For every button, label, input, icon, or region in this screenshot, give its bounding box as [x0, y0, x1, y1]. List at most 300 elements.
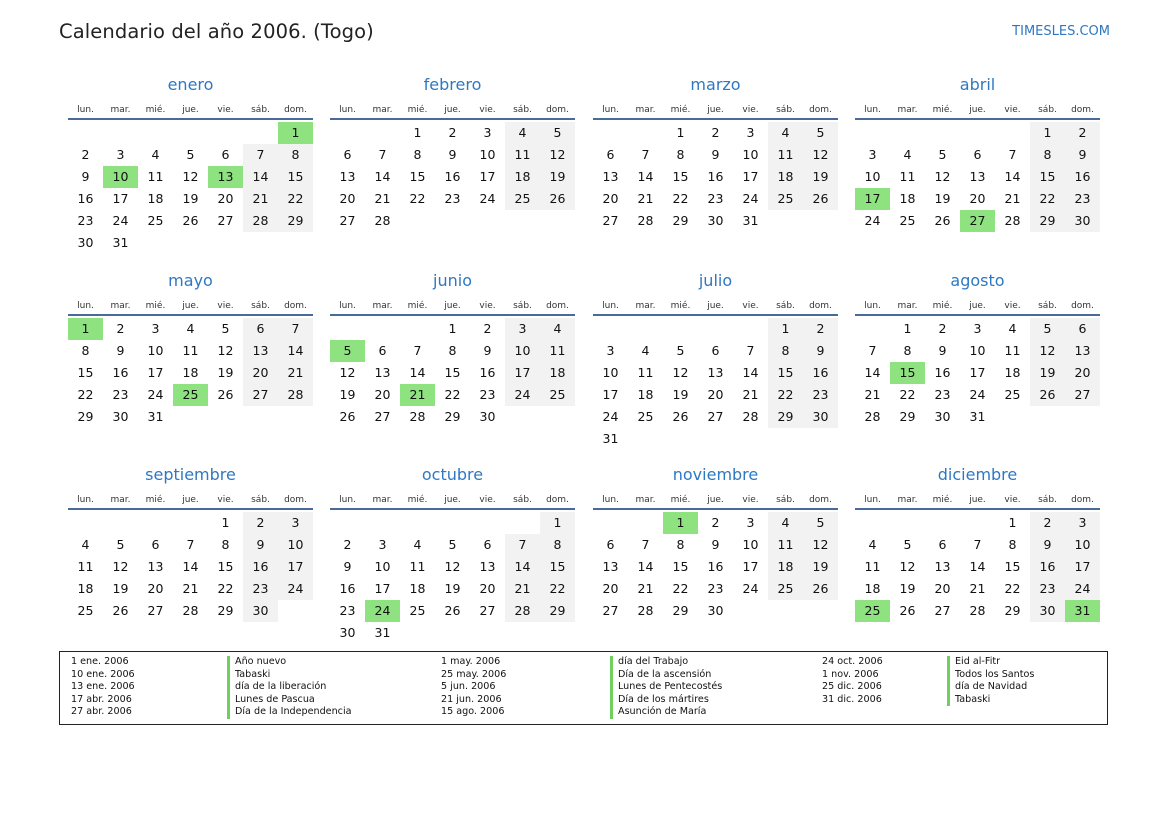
day-cell: 15	[278, 166, 313, 188]
day-cell: 22	[1004, 581, 1021, 596]
day-cell: 27	[217, 213, 234, 228]
holiday-date: 1 nov. 2006	[822, 668, 879, 680]
holiday-name: Lunes de Pentecostés	[610, 681, 722, 694]
day-cell: 29	[768, 406, 803, 428]
day-cell: 11	[768, 534, 803, 556]
month-name: diciembre	[937, 465, 1018, 484]
day-cell: 4	[903, 147, 912, 162]
day-cell: 2	[81, 147, 90, 162]
month-divider	[593, 118, 838, 120]
day-cell: 22	[278, 188, 313, 210]
day-cell: 29	[540, 600, 575, 622]
day-cell: 22	[444, 387, 461, 402]
day-cell: 3	[746, 515, 755, 530]
holiday-date: 15 ago. 2006	[441, 706, 505, 718]
weekday-header: dom.	[1071, 105, 1094, 115]
weekday-header: lun.	[864, 495, 881, 505]
day-cell: 14	[374, 169, 391, 184]
day-cell: 4	[413, 537, 422, 552]
day-cell: 24	[505, 384, 540, 406]
holiday-day-cell: 27	[960, 210, 995, 232]
holiday-day-cell: 13	[208, 166, 243, 188]
holiday-date: 25 may. 2006	[441, 668, 507, 680]
day-cell: 10	[374, 559, 391, 574]
day-cell: 30	[1030, 600, 1065, 622]
holiday-name: Tabaski	[227, 669, 351, 682]
holiday-names-column	[947, 656, 1034, 706]
day-cell: 10	[602, 365, 619, 380]
weekday-header: jue.	[182, 105, 199, 115]
day-cell: 25	[637, 409, 654, 424]
day-cell: 6	[343, 147, 352, 162]
weekday-header: jue.	[182, 495, 199, 505]
day-cell: 11	[182, 343, 199, 358]
day-cell: 6	[483, 537, 492, 552]
day-cell: 21	[505, 578, 540, 600]
day-cell: 8	[221, 537, 230, 552]
day-cell: 19	[899, 581, 916, 596]
day-cell: 1	[448, 321, 457, 336]
day-cell: 2	[1030, 512, 1065, 534]
holiday-name: Día de la Independencia	[227, 706, 351, 719]
day-cell: 14	[278, 340, 313, 362]
weekday-header: mié.	[145, 301, 166, 311]
day-cell: 30	[934, 409, 951, 424]
weekday-header: sáb.	[1038, 301, 1057, 311]
month-name: agosto	[950, 271, 1005, 290]
day-cell: 21	[374, 191, 391, 206]
month-mayo	[68, 271, 313, 451]
day-cell: 12	[217, 343, 234, 358]
day-cell: 5	[803, 122, 838, 144]
day-cell: 18	[147, 191, 164, 206]
day-cell: 13	[707, 365, 724, 380]
day-cell: 22	[409, 191, 426, 206]
day-cell: 2	[483, 321, 492, 336]
day-cell: 17	[742, 559, 759, 574]
holiday-day-cell: 15	[890, 362, 925, 384]
day-cell: 30	[1065, 210, 1100, 232]
day-cell: 20	[217, 191, 234, 206]
weekday-header: mar.	[372, 105, 393, 115]
day-cell: 4	[540, 318, 575, 340]
weekday-header: mié.	[670, 105, 691, 115]
day-cell: 25	[505, 188, 540, 210]
weekday-header: vie.	[479, 301, 496, 311]
holiday-name: Día de los mártires	[610, 694, 722, 707]
day-cell: 24	[602, 409, 619, 424]
day-cell: 23	[1030, 578, 1065, 600]
day-cell: 30	[707, 603, 724, 618]
weekday-header: sáb.	[513, 301, 532, 311]
day-cell: 14	[182, 559, 199, 574]
day-cell: 5	[938, 147, 947, 162]
weekday-header: dom.	[1071, 301, 1094, 311]
day-cell: 4	[505, 122, 540, 144]
day-cell: 4	[1008, 321, 1017, 336]
month-septiembre	[68, 465, 313, 645]
weekday-header: vie.	[217, 495, 234, 505]
day-cell: 3	[278, 512, 313, 534]
day-cell: 6	[606, 537, 615, 552]
day-cell: 8	[768, 340, 803, 362]
day-cell: 4	[768, 122, 803, 144]
weekday-header: mar.	[110, 301, 131, 311]
day-cell: 15	[409, 169, 426, 184]
weekday-header: dom.	[284, 495, 307, 505]
weekday-header: dom.	[284, 301, 307, 311]
day-cell: 15	[672, 169, 689, 184]
weekday-header: jue.	[707, 301, 724, 311]
day-cell: 9	[243, 534, 278, 556]
day-cell: 27	[1065, 384, 1100, 406]
day-cell: 27	[243, 384, 278, 406]
holiday-dates-column	[822, 656, 883, 706]
holiday-legend	[59, 651, 1108, 725]
day-cell: 11	[77, 559, 94, 574]
holiday-name: día del Trabajo	[610, 656, 722, 669]
day-cell: 6	[938, 537, 947, 552]
day-cell: 27	[602, 213, 619, 228]
day-cell: 28	[864, 409, 881, 424]
day-cell: 16	[803, 362, 838, 384]
day-cell: 1	[1030, 122, 1065, 144]
month-octubre	[330, 465, 575, 645]
day-cell: 18	[182, 365, 199, 380]
day-cell: 17	[278, 556, 313, 578]
day-cell: 7	[641, 537, 650, 552]
day-cell: 9	[711, 147, 720, 162]
day-cell: 10	[505, 340, 540, 362]
day-cell: 13	[479, 559, 496, 574]
day-cell: 30	[112, 409, 129, 424]
weekday-header: jue.	[707, 495, 724, 505]
day-cell: 8	[81, 343, 90, 358]
day-cell: 26	[339, 409, 356, 424]
day-cell: 17	[969, 365, 986, 380]
weekday-header: lun.	[602, 105, 619, 115]
day-cell: 21	[864, 387, 881, 402]
day-cell: 17	[112, 191, 129, 206]
month-divider	[855, 314, 1100, 316]
day-cell: 8	[448, 343, 457, 358]
day-cell: 11	[864, 559, 881, 574]
day-cell: 3	[483, 125, 492, 140]
holiday-name: Todos los Santos	[947, 669, 1034, 682]
day-cell: 12	[803, 534, 838, 556]
day-cell: 26	[444, 603, 461, 618]
weekday-header: sáb.	[251, 105, 270, 115]
holiday-day-cell: 10	[103, 166, 138, 188]
holiday-date: 21 jun. 2006	[441, 693, 502, 705]
day-cell: 19	[540, 166, 575, 188]
day-cell: 12	[803, 144, 838, 166]
day-cell: 3	[868, 147, 877, 162]
day-cell: 16	[479, 365, 496, 380]
day-cell: 24	[1065, 578, 1100, 600]
holiday-date: 13 ene. 2006	[71, 681, 135, 693]
day-cell: 29	[1004, 603, 1021, 618]
day-cell: 12	[540, 144, 575, 166]
day-cell: 21	[742, 387, 759, 402]
day-cell: 28	[742, 409, 759, 424]
day-cell: 28	[409, 409, 426, 424]
day-cell: 28	[637, 213, 654, 228]
day-cell: 10	[742, 147, 759, 162]
weekday-header: dom.	[284, 105, 307, 115]
day-cell: 7	[186, 537, 195, 552]
day-cell: 25	[147, 213, 164, 228]
day-cell: 14	[243, 166, 278, 188]
month-name: noviembre	[672, 465, 759, 484]
day-cell: 13	[147, 559, 164, 574]
day-cell: 21	[969, 581, 986, 596]
day-cell: 23	[1065, 188, 1100, 210]
day-cell: 16	[1030, 556, 1065, 578]
day-cell: 4	[641, 343, 650, 358]
day-cell: 4	[81, 537, 90, 552]
holiday-day-cell: 21	[400, 384, 435, 406]
day-cell: 10	[969, 343, 986, 358]
day-cell: 11	[768, 144, 803, 166]
day-cell: 8	[1008, 537, 1017, 552]
weekday-header: lun.	[339, 495, 356, 505]
day-cell: 6	[221, 147, 230, 162]
day-cell: 2	[448, 125, 457, 140]
day-cell: 26	[540, 188, 575, 210]
month-agosto	[855, 271, 1100, 451]
day-cell: 6	[973, 147, 982, 162]
day-cell: 31	[742, 213, 759, 228]
month-julio	[593, 271, 838, 451]
weekday-header: lun.	[77, 105, 94, 115]
month-divider	[68, 118, 313, 120]
day-cell: 27	[374, 409, 391, 424]
weekday-header: lun.	[339, 301, 356, 311]
day-cell: 9	[938, 343, 947, 358]
day-cell: 22	[1030, 188, 1065, 210]
month-name: julio	[698, 271, 733, 290]
day-cell: 26	[182, 213, 199, 228]
holiday-name: día de la liberación	[227, 681, 351, 694]
day-cell: 5	[186, 147, 195, 162]
day-cell: 22	[768, 384, 803, 406]
day-cell: 3	[505, 318, 540, 340]
weekday-header: mar.	[897, 105, 918, 115]
day-cell: 12	[934, 169, 951, 184]
day-cell: 30	[77, 235, 94, 250]
day-cell: 15	[540, 556, 575, 578]
day-cell: 20	[1065, 362, 1100, 384]
day-cell: 20	[243, 362, 278, 384]
day-cell: 14	[505, 556, 540, 578]
weekday-header: vie.	[217, 105, 234, 115]
month-divider	[68, 314, 313, 316]
day-cell: 26	[803, 578, 838, 600]
day-cell: 3	[378, 537, 387, 552]
day-cell: 14	[969, 559, 986, 574]
day-cell: 1	[540, 512, 575, 534]
day-cell: 20	[602, 191, 619, 206]
day-cell: 28	[1004, 213, 1021, 228]
month-junio	[330, 271, 575, 451]
day-cell: 19	[112, 581, 129, 596]
day-cell: 10	[147, 343, 164, 358]
day-cell: 13	[1065, 340, 1100, 362]
day-cell: 9	[803, 340, 838, 362]
day-cell: 26	[934, 213, 951, 228]
day-cell: 19	[672, 387, 689, 402]
day-cell: 22	[540, 578, 575, 600]
day-cell: 4	[868, 537, 877, 552]
month-name: octubre	[421, 465, 484, 484]
day-cell: 13	[602, 559, 619, 574]
day-cell: 12	[899, 559, 916, 574]
weekday-header: vie.	[479, 495, 496, 505]
day-cell: 24	[278, 578, 313, 600]
day-cell: 10	[1065, 534, 1100, 556]
holiday-date: 5 jun. 2006	[441, 681, 496, 693]
day-cell: 2	[711, 515, 720, 530]
day-cell: 30	[707, 213, 724, 228]
day-cell: 15	[217, 559, 234, 574]
site-link[interactable]: TIMESLES.COM	[1012, 24, 1110, 39]
day-cell: 2	[803, 318, 838, 340]
weekday-header: dom.	[1071, 495, 1094, 505]
day-cell: 23	[707, 191, 724, 206]
day-cell: 16	[707, 559, 724, 574]
weekday-header: vie.	[742, 301, 759, 311]
month-divider	[855, 508, 1100, 510]
day-cell: 2	[711, 125, 720, 140]
day-cell: 19	[1030, 362, 1065, 384]
weekday-header: vie.	[1004, 105, 1021, 115]
day-cell: 2	[243, 512, 278, 534]
day-cell: 30	[803, 406, 838, 428]
weekday-header: mié.	[670, 495, 691, 505]
day-cell: 20	[969, 191, 986, 206]
day-cell: 31	[112, 235, 129, 250]
holiday-day-cell: 25	[855, 600, 890, 622]
day-cell: 11	[637, 365, 654, 380]
weekday-header: mar.	[372, 301, 393, 311]
weekday-header: mié.	[932, 301, 953, 311]
month-name: junio	[433, 271, 472, 290]
day-cell: 29	[217, 603, 234, 618]
day-cell: 3	[1065, 512, 1100, 534]
day-cell: 5	[803, 512, 838, 534]
day-cell: 22	[899, 387, 916, 402]
day-cell: 31	[147, 409, 164, 424]
day-cell: 14	[864, 365, 881, 380]
day-cell: 19	[339, 387, 356, 402]
day-cell: 1	[676, 125, 685, 140]
day-cell: 23	[112, 387, 129, 402]
day-cell: 25	[1004, 387, 1021, 402]
weekday-header: jue.	[969, 301, 986, 311]
weekday-header: dom.	[809, 301, 832, 311]
day-cell: 17	[505, 362, 540, 384]
day-cell: 7	[243, 144, 278, 166]
day-cell: 7	[746, 343, 755, 358]
day-cell: 16	[339, 581, 356, 596]
weekday-header: vie.	[217, 301, 234, 311]
weekday-header: dom.	[809, 495, 832, 505]
day-cell: 6	[151, 537, 160, 552]
day-cell: 29	[1030, 210, 1065, 232]
day-cell: 22	[77, 387, 94, 402]
day-cell: 16	[243, 556, 278, 578]
holiday-date: 1 may. 2006	[441, 656, 501, 667]
day-cell: 23	[77, 213, 94, 228]
day-cell: 19	[803, 166, 838, 188]
day-cell: 8	[540, 534, 575, 556]
day-cell: 28	[243, 210, 278, 232]
weekday-header: sáb.	[1038, 495, 1057, 505]
day-cell: 13	[339, 169, 356, 184]
day-cell: 25	[540, 384, 575, 406]
holiday-day-cell: 17	[855, 188, 890, 210]
day-cell: 5	[448, 537, 457, 552]
day-cell: 6	[378, 343, 387, 358]
weekday-header: dom.	[546, 301, 569, 311]
day-cell: 21	[1004, 191, 1021, 206]
day-cell: 7	[413, 343, 422, 358]
weekday-header: sáb.	[776, 105, 795, 115]
holiday-name: Asunción de María	[610, 706, 722, 719]
day-cell: 6	[711, 343, 720, 358]
day-cell: 9	[448, 147, 457, 162]
day-cell: 11	[505, 144, 540, 166]
day-cell: 7	[278, 318, 313, 340]
day-cell: 15	[1004, 559, 1021, 574]
day-cell: 14	[409, 365, 426, 380]
day-cell: 8	[1030, 144, 1065, 166]
month-name: enero	[167, 75, 214, 94]
month-marzo	[593, 75, 838, 255]
weekday-header: jue.	[444, 301, 461, 311]
day-cell: 20	[934, 581, 951, 596]
holiday-date: 25 dic. 2006	[822, 681, 882, 693]
weekday-header: mar.	[897, 495, 918, 505]
holiday-name: Día de la ascensión	[610, 669, 722, 682]
day-cell: 3	[116, 147, 125, 162]
month-enero	[68, 75, 313, 255]
day-cell: 2	[343, 537, 352, 552]
day-cell: 1	[1008, 515, 1017, 530]
day-cell: 6	[243, 318, 278, 340]
holiday-date: 17 abr. 2006	[71, 693, 132, 705]
weekday-header: dom.	[809, 105, 832, 115]
day-cell: 23	[934, 387, 951, 402]
day-cell: 22	[672, 191, 689, 206]
day-cell: 18	[540, 362, 575, 384]
weekday-header: lun.	[602, 495, 619, 505]
holiday-day-cell: 24	[365, 600, 400, 622]
day-cell: 18	[1004, 365, 1021, 380]
day-cell: 3	[151, 321, 160, 336]
day-cell: 10	[864, 169, 881, 184]
month-divider	[855, 118, 1100, 120]
day-cell: 16	[444, 169, 461, 184]
weekday-header: sáb.	[1038, 105, 1057, 115]
weekday-header: jue.	[444, 495, 461, 505]
month-name: abril	[959, 75, 996, 94]
weekday-header: mar.	[110, 105, 131, 115]
day-cell: 17	[742, 169, 759, 184]
day-cell: 26	[1030, 384, 1065, 406]
day-cell: 22	[672, 581, 689, 596]
